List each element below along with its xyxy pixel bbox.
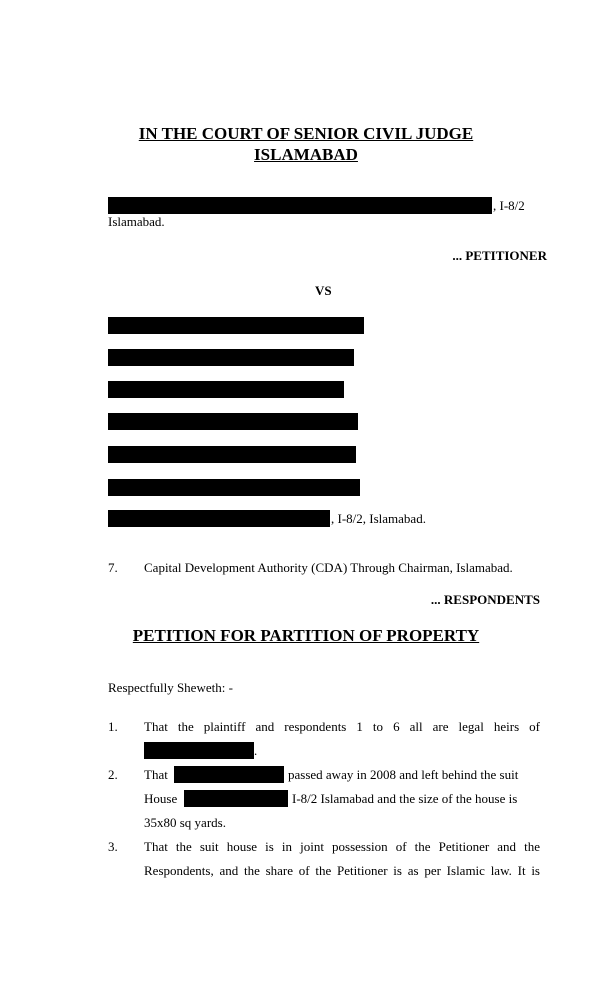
redacted-petitioner-name	[108, 197, 492, 214]
paragraph-2-line2-end: I-8/2 Islamabad and the size of the house is	[292, 791, 518, 806]
respondent-7-number: 7.	[108, 560, 118, 575]
redacted-respondent-6b	[108, 510, 330, 527]
versus-label: VS	[315, 283, 332, 298]
paragraph-1-line2-end: .	[254, 743, 258, 758]
redacted-deceased-name-2	[174, 766, 284, 783]
paragraph-2-number: 2.	[108, 767, 118, 782]
redacted-respondent-3	[108, 381, 344, 398]
redacted-house-number	[184, 790, 288, 807]
redacted-deceased-name-1	[144, 742, 254, 759]
paragraph-2-line3: 35x80 sq yards.	[144, 815, 226, 830]
respondent-7-text: Capital Development Authority (CDA) Through Chairman, Islamabad.	[144, 560, 513, 575]
court-heading-line1: IN THE COURT OF SENIOR CIVIL JUDGE	[138, 124, 474, 143]
salutation: Respectfully Sheweth: -	[108, 680, 233, 695]
redacted-respondent-1	[108, 317, 364, 334]
redacted-respondent-4	[108, 413, 358, 430]
respondent-6-address-suffix: , I-8/2, Islamabad.	[331, 511, 426, 526]
paragraph-3-line1: That the suit house is in joint possession of the Petitioner and the	[144, 839, 540, 854]
respondents-label: ... RESPONDENTS	[430, 592, 540, 607]
petition-title: PETITION FOR PARTITION OF PROPERTY	[132, 626, 480, 645]
paragraph-3-number: 3.	[108, 839, 118, 854]
paragraph-2-line1-end: passed away in 2008 and left behind the suit	[288, 767, 519, 782]
paragraph-3-line2: Respondents, and the share of the Petitioner is as per Islamic law. It is	[144, 863, 540, 878]
paragraph-1-line1: That the plaintiff and respondents 1 to 6 all are legal heirs of	[144, 719, 540, 734]
paragraph-2-line1-start: That	[144, 767, 168, 782]
petitioner-address-suffix: , I-8/2	[493, 198, 525, 213]
petitioner-city: Islamabad.	[108, 214, 165, 229]
paragraph-1-number: 1.	[108, 719, 118, 734]
petitioner-label: ... PETITIONER	[452, 248, 547, 263]
court-heading-line2: ISLAMABAD	[254, 145, 358, 164]
redacted-respondent-5	[108, 446, 356, 463]
redacted-respondent-6a	[108, 479, 360, 496]
paragraph-2-line2-start: House	[144, 791, 178, 806]
redacted-respondent-2	[108, 349, 354, 366]
